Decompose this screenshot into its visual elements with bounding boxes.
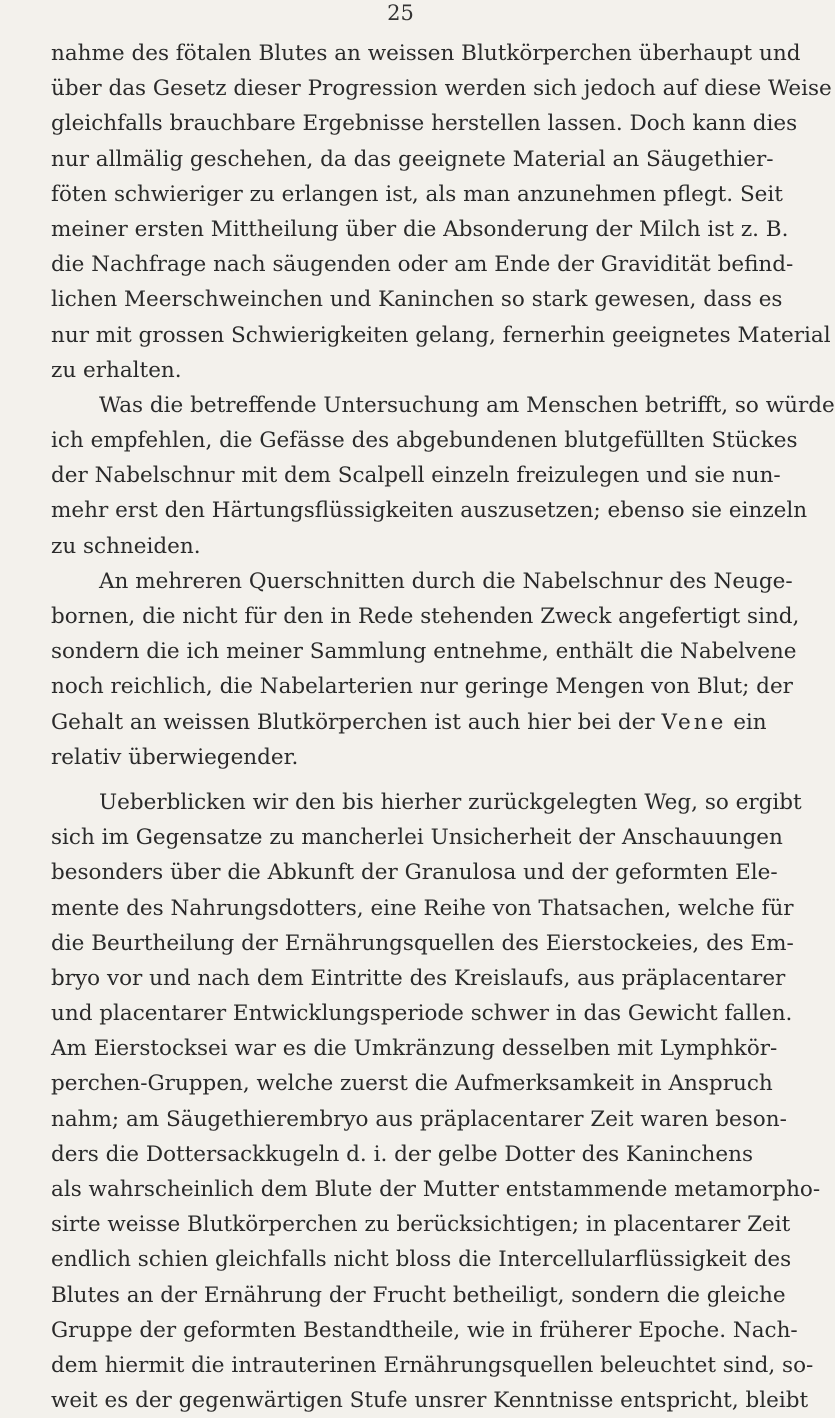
text-line: nahm; am Säugethierembryo aus präplacentarer Zeit waren beson- [51, 1106, 787, 1132]
text-line: bryo vor und nach dem Eintritte des Kreislaufs, aus präplacentarer [51, 965, 786, 991]
text-line: besonders über die Abkunft der Granulosa und der geformten Ele- [51, 860, 778, 886]
text-line: ders die Dottersackkugeln d. i. der gelbe Dotter des Kaninchens [51, 1141, 753, 1167]
text-line: und placentarer Entwicklungsperiode schwer in das Gewicht fallen. [51, 1001, 793, 1027]
text-line: die Beurtheilung der Ernährungsquellen des Eierstockeies, des Em- [51, 930, 794, 956]
text-line: dem hiermit die intrauterinen Ernährungsquellen beleuchtet sind, so- [51, 1352, 814, 1378]
text-line: nahme des fötalen Blutes an weissen Blutkörperchen überhaupt und [51, 41, 801, 66]
text-line: relativ überwiegender. [51, 744, 299, 770]
text-line: zu schneiden. [51, 533, 201, 559]
spaced-emphasis-word: Vene [661, 709, 727, 735]
text-line: Gruppe der geformten Bestandtheile, wie in früherer Epoche. Nach- [51, 1317, 798, 1343]
text-line: An mehreren Querschnitten durch die Nabelschnur des Neuge- [99, 568, 793, 594]
body-text [51, 36, 835, 1418]
text-segment: Gehalt an weissen Blutkörperchen ist auch hier bei der [51, 709, 655, 735]
paragraph-3 [51, 564, 800, 775]
text-line: endlich schien gleichfalls nicht bloss die Intercellularflüssigkeit des [51, 1247, 792, 1273]
text-line: Am Eierstocksei war es die Umkränzung desselben mit Lymphkör- [51, 1036, 778, 1062]
text-line: noch reichlich, die Nabelarterien nur geringe Mengen von Blut; der [51, 674, 793, 700]
text-segment: ein [733, 709, 767, 735]
text-line: weit es der gegenwärtigen Stufe unsrer Kenntnisse entspricht, bleibt [51, 1388, 809, 1414]
text-line: zu erhalten. [51, 357, 182, 383]
paragraph-4 [51, 785, 821, 1418]
text-line: mente des Nahrungsdotters, eine Reihe von Thatsachen, welche für [51, 895, 794, 921]
text-line: mehr erst den Härtungsflüssigkeiten auszusetzen; ebenso sie einzeln [51, 498, 808, 524]
text-line: sirte weisse Blutkörperchen zu berücksichtigen; in placentarer Zeit [51, 1212, 791, 1238]
text-line: der Nabelschnur mit dem Scalpell einzeln freizulegen und sie nun- [51, 463, 781, 489]
text-line: über das Gesetz dieser Progression werden sich jedoch auf diese Weise [51, 76, 832, 102]
text-line: ich empfehlen, die Gefässe des abgebundenen blutgefüllten Stückes [51, 428, 798, 454]
text-line-with-spaced-word [51, 705, 767, 740]
text-line: meiner ersten Mittheilung über die Absonderung der Milch ist z. B. [51, 216, 789, 242]
text-line: lichen Meerschweinchen und Kaninchen so stark gewesen, dass es [51, 287, 783, 313]
text-line: perchen-Gruppen, welche zuerst die Aufmerksamkeit in Anspruch [51, 1071, 773, 1097]
text-line: bornen, die nicht für den in Rede stehenden Zweck angefertigt sind, [51, 604, 800, 629]
text-line: Ueberblicken wir den bis hierher zurückgelegten Weg, so ergibt [99, 789, 802, 815]
text-line: die Nachfrage nach säugenden oder am Ende der Gravidität befind- [51, 252, 794, 278]
paragraph-gap [51, 775, 751, 785]
text-line: sondern die ich meiner Sammlung entnehme, enthält die Nabelvene [51, 639, 797, 665]
text-line: nur allmälig geschehen, da das geeignete Material an Säugethier- [51, 146, 774, 172]
text-line: nur mit grossen Schwierigkeiten gelang, fernerhin geeignetes Material [51, 322, 831, 348]
text-line: Blutes an der Ernährung der Frucht betheiligt, sondern die gleiche [51, 1282, 786, 1308]
text-line: sich im Gegensatze zu mancherlei Unsicherheit der Anschauungen [51, 825, 783, 851]
paragraph-2 [51, 388, 835, 564]
text-line: als wahrscheinlich dem Blute der Mutter entstammende metamorpho- [51, 1177, 821, 1202]
text-line: Was die betreffende Untersuchung am Menschen betrifft, so würde [99, 392, 835, 418]
text-line: föten schwieriger zu erlangen ist, als man anzunehmen pflegt. Seit [51, 181, 783, 207]
paragraph-1 [51, 36, 832, 388]
text-line: gleichfalls brauchbare Ergebnisse herstellen lassen. Doch kann dies [51, 111, 798, 137]
page-number: 25 [387, 1, 414, 25]
